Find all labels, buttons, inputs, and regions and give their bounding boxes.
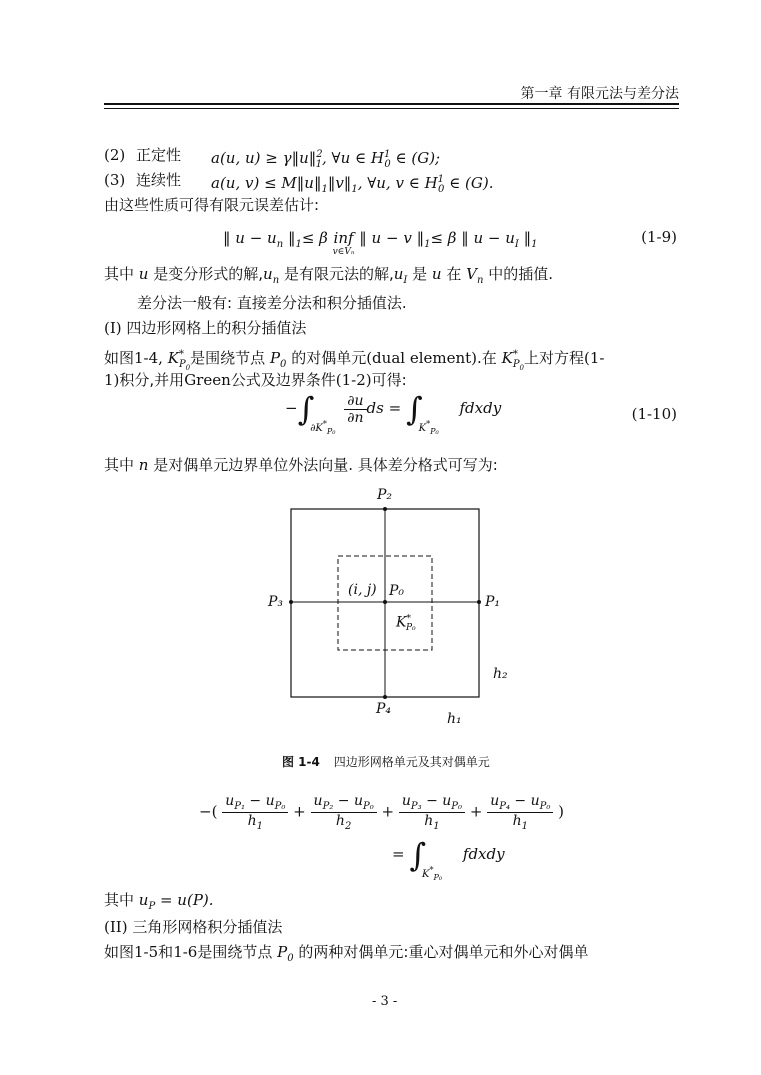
property-continuity: (3) 连续性 a(u, $v) \le M‖u‖_1‖v‖_1$, ∀u, v ∈ $H^1_0$ ∈ (G).	[104, 170, 181, 190]
node-p1	[477, 600, 481, 604]
para-figure-ref-1: 如图1-4, $K^*_{P_0}$是围绕节点 $P_0$ 的对偶单元(dual element).在 $K^*_{P_0}$上对方程(1-	[104, 349, 605, 372]
label-ij: (i, j)	[348, 582, 377, 598]
label-h2: h₂	[493, 666, 508, 682]
intro-text: 由这些性质可得有限元误差估计:	[104, 196, 320, 214]
equation-number-1-9: (1-9)	[641, 228, 677, 246]
label-p1: P₁	[485, 594, 501, 610]
running-header: 第一章 有限元法与差分法	[520, 86, 679, 102]
page-number: - 3 -	[372, 994, 398, 1009]
difference-scheme-line1: −( $\frac{u_{P_1} - u_{P_0}}{h_1}$ + $\frac{u_{P_2} - u_{P_0}}{h_2}$ + $\frac{u_{P_3} - u_{P_0}}{h_1}$ + $\frac{u_{P_4} - u_{P_0}}{h_1}$ )	[199, 793, 565, 832]
node-p4	[383, 695, 387, 699]
header-rule-thick	[104, 103, 679, 105]
label-p4: P₄	[376, 701, 392, 717]
para-where-u: 其中 u 是变分形式的解$,u_n$ 是有限元法的解$,u_I$ 是 u 在 $V_n$ 中的插值.	[104, 265, 554, 286]
label-p0: P₀	[389, 583, 405, 599]
label-kstar: $K^*_{P_0}$	[396, 614, 416, 634]
label-p2: P₂	[377, 487, 393, 503]
node-p3	[289, 600, 293, 604]
section-quad: (I) 四边形网格上的积分插值法	[104, 319, 307, 337]
equation-1-9: ‖ $u - u_n$ $‖_1\le \beta$ inf v∈Vₙ ‖ u − v $‖_1\le \beta$ ‖ $u - u_I$ $‖_1$	[223, 229, 538, 257]
para-where-up: 其中 $u_P = u(P)$.	[104, 891, 214, 912]
node-p2	[383, 507, 387, 511]
formula-positive: a(u, u) ≥ γ‖u‖$^2_1$, ∀u ∈ $H^1_0$ ∈ (G);	[211, 149, 441, 170]
para-normal: 其中 n 是对偶单元边界单位外法向量. 具体差分格式可写为:	[104, 456, 498, 474]
para-figure-ref-2: 1)积分,并用Green公式及边界条件(1-2)可得:	[104, 371, 407, 389]
section-triangle: (II) 三角形网格积分插值法	[104, 918, 283, 936]
difference-scheme-line2: = $\int_{K^*_{P_0}}$ fdxdy	[392, 836, 505, 882]
header-rule-thin	[104, 108, 679, 109]
para-methods: 差分法一般有: 直接差分法和积分插值法.	[137, 294, 407, 312]
figure-1-4	[0, 480, 761, 780]
equation-number-1-10: (1-10)	[631, 405, 677, 423]
label-p3: P₃	[268, 594, 284, 610]
formula-continuity: a(u, $v) \le M‖u‖_1‖v‖_1$, ∀u, v ∈ $H^1_0$ ∈ (G).	[211, 174, 494, 195]
equation-1-10: $-\int_{\partial K^*_{P_0}}$ $\frac{\partial u}{\partial n}$ ds = $\int_{K^*_{P_0}}$ fdxdy	[285, 390, 502, 436]
label-h1: h₁	[447, 711, 462, 727]
property-positive-definite: (2) 正定性 a(u, u) ≥ γ‖u‖$^2_1$, ∀u ∈ $H^1_0$ ∈ (G);	[104, 145, 181, 165]
node-p0	[383, 600, 387, 604]
figure-caption: 图 1-4 四边形网格单元及其对偶单元	[282, 755, 490, 769]
para-last: 如图1-5和1-6是围绕节点 $P_0$ 的两种对偶单元:重心对偶单元和外心对偶单	[104, 943, 589, 964]
